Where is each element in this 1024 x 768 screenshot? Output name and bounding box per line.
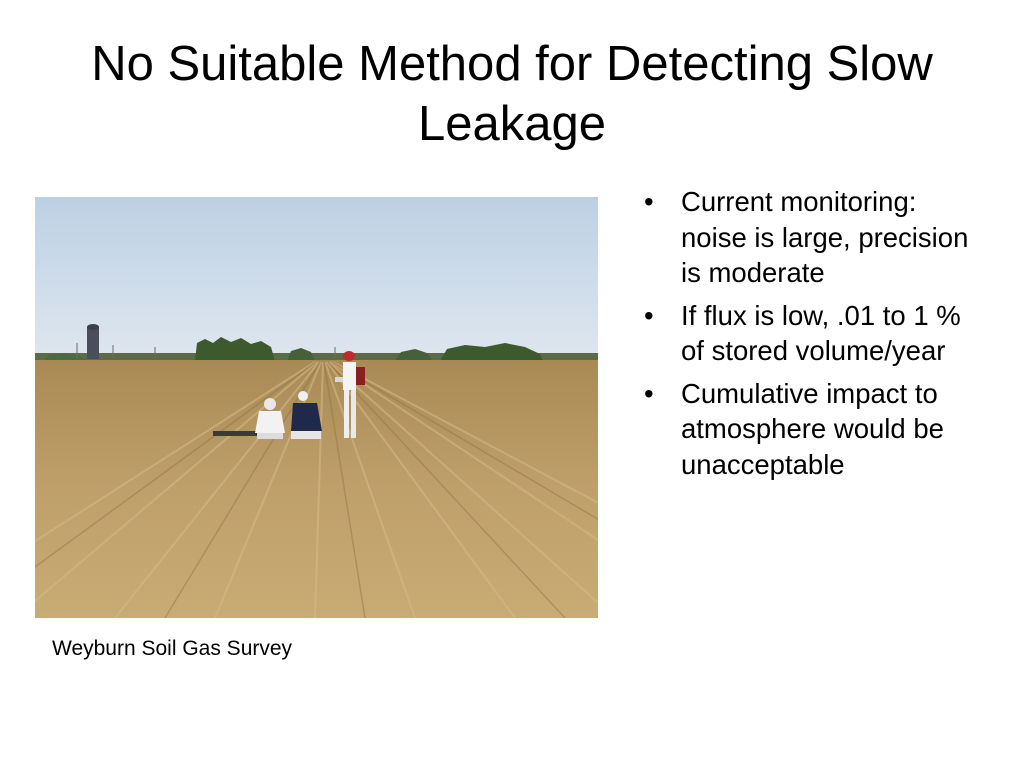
sky [35, 197, 598, 362]
bullet-icon: • [644, 299, 654, 331]
bullet-text: Current monitoring: noise is large, precision is moderate [681, 186, 969, 288]
bullet-item [640, 298, 980, 369]
bullet-icon: • [644, 377, 654, 409]
slide-title: No Suitable Method for Detecting Slow Leakage [91, 37, 933, 151]
bullet-icon: • [644, 186, 654, 217]
bullet-item [640, 376, 980, 483]
photo-caption: Weyburn Soil Gas Survey [52, 637, 293, 660]
silo [87, 324, 99, 359]
bullet-text: Cumulative impact to atmosphere would be unacceptable [681, 377, 944, 480]
field-survey-photo [35, 197, 598, 618]
bullet-list [640, 184, 980, 489]
bullet-text: If flux is low, .01 to 1 % of stored volume/year [681, 299, 961, 366]
bullet-item [640, 184, 980, 291]
